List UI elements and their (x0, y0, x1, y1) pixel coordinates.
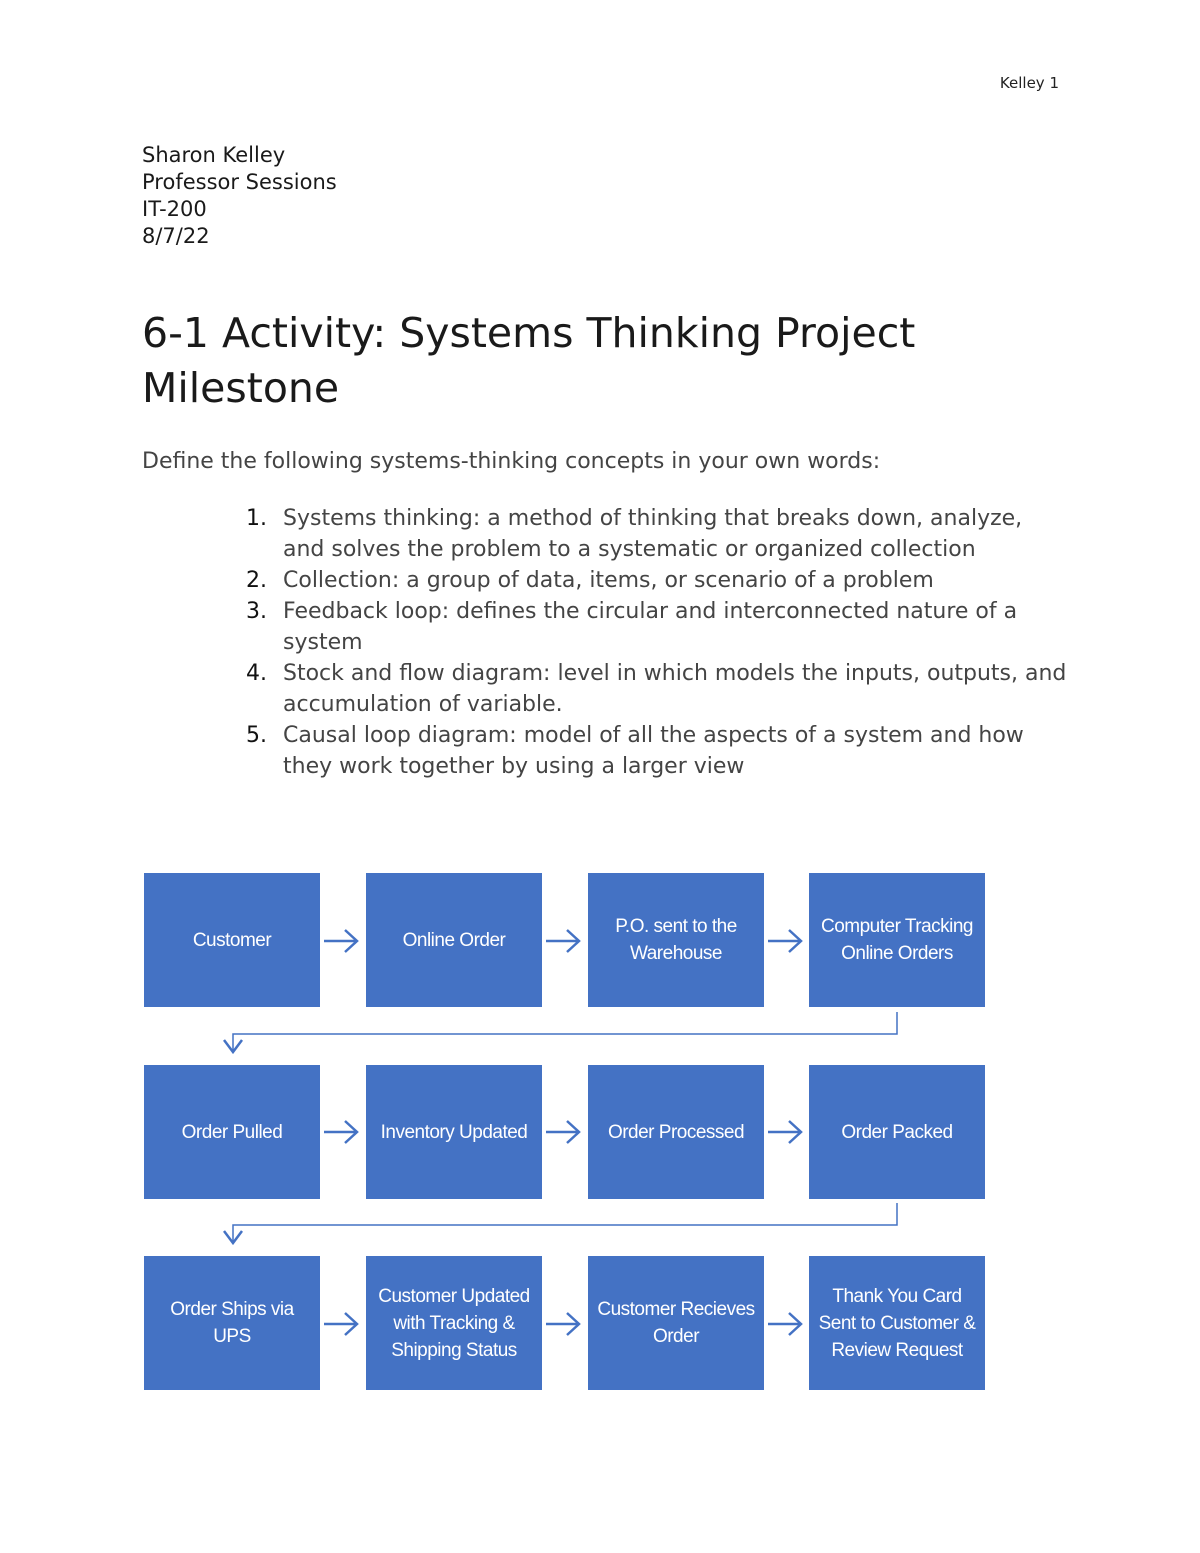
arrow-right-icon (324, 1313, 357, 1335)
row-connector (233, 1012, 897, 1050)
list-item-text: Causal loop diagram: model of all the aspects of a system and how they work together by using a larger view (283, 723, 1024, 779)
page-header: Kelley 1 (999, 74, 1059, 92)
arrow-right-icon (768, 930, 801, 952)
author-name: Sharon Kelley (142, 143, 286, 167)
list-number: 2. (246, 568, 267, 593)
flow-step-online-order: Online Order (366, 873, 542, 1007)
flow-step-order-processed: Order Processed (588, 1065, 764, 1199)
flow-step-customer: Customer (144, 873, 320, 1007)
flow-step-order-ships: Order Ships via UPS (144, 1256, 320, 1390)
instructor-name: Professor Sessions (142, 170, 337, 194)
arrow-right-icon (546, 930, 579, 952)
arrow-right-icon (546, 1121, 579, 1143)
list-number: 3. (246, 599, 267, 624)
submission-date: 8/7/22 (142, 224, 210, 248)
list-item-text: Stock and flow diagram: level in which models the inputs, outputs, and accumulation of variable. (283, 661, 1067, 717)
list-item-text: Feedback loop: defines the circular and interconnected nature of a system (283, 599, 1018, 655)
flow-step-order-pulled: Order Pulled (144, 1065, 320, 1199)
list-number: 1. (246, 506, 267, 531)
intro-text: Define the following systems-thinking concepts in your own words: (142, 449, 881, 474)
row-connector (233, 1203, 897, 1241)
flow-step-customer-receives: Customer Recieves Order (588, 1256, 764, 1390)
flow-step-computer-tracking: Computer Tracking Online Orders (809, 873, 985, 1007)
list-number: 4. (246, 661, 267, 686)
course-code: IT-200 (142, 197, 207, 221)
arrow-right-icon (546, 1313, 579, 1335)
arrow-right-icon (324, 930, 357, 952)
flow-step-customer-updated: Customer Updated with Tracking & Shipping Status (366, 1256, 542, 1390)
document-title: 6-1 Activity: Systems Thinking Project Milestone (142, 309, 916, 412)
flow-step-inventory-updated: Inventory Updated (366, 1065, 542, 1199)
flow-step-thank-you-card: Thank You Card Sent to Customer & Review Request (809, 1256, 985, 1390)
flow-step-order-packed: Order Packed (809, 1065, 985, 1199)
flow-step-po-sent: P.O. sent to the Warehouse (588, 873, 764, 1007)
list-number: 5. (246, 723, 267, 748)
arrow-right-icon (768, 1121, 801, 1143)
arrow-right-icon (768, 1313, 801, 1335)
list-item-text: Systems thinking: a method of thinking that breaks down, analyze, and solves the problem to a systematic or organized collection (283, 506, 1023, 562)
list-item-text: Collection: a group of data, items, or scenario of a problem (283, 568, 934, 593)
arrow-right-icon (324, 1121, 357, 1143)
